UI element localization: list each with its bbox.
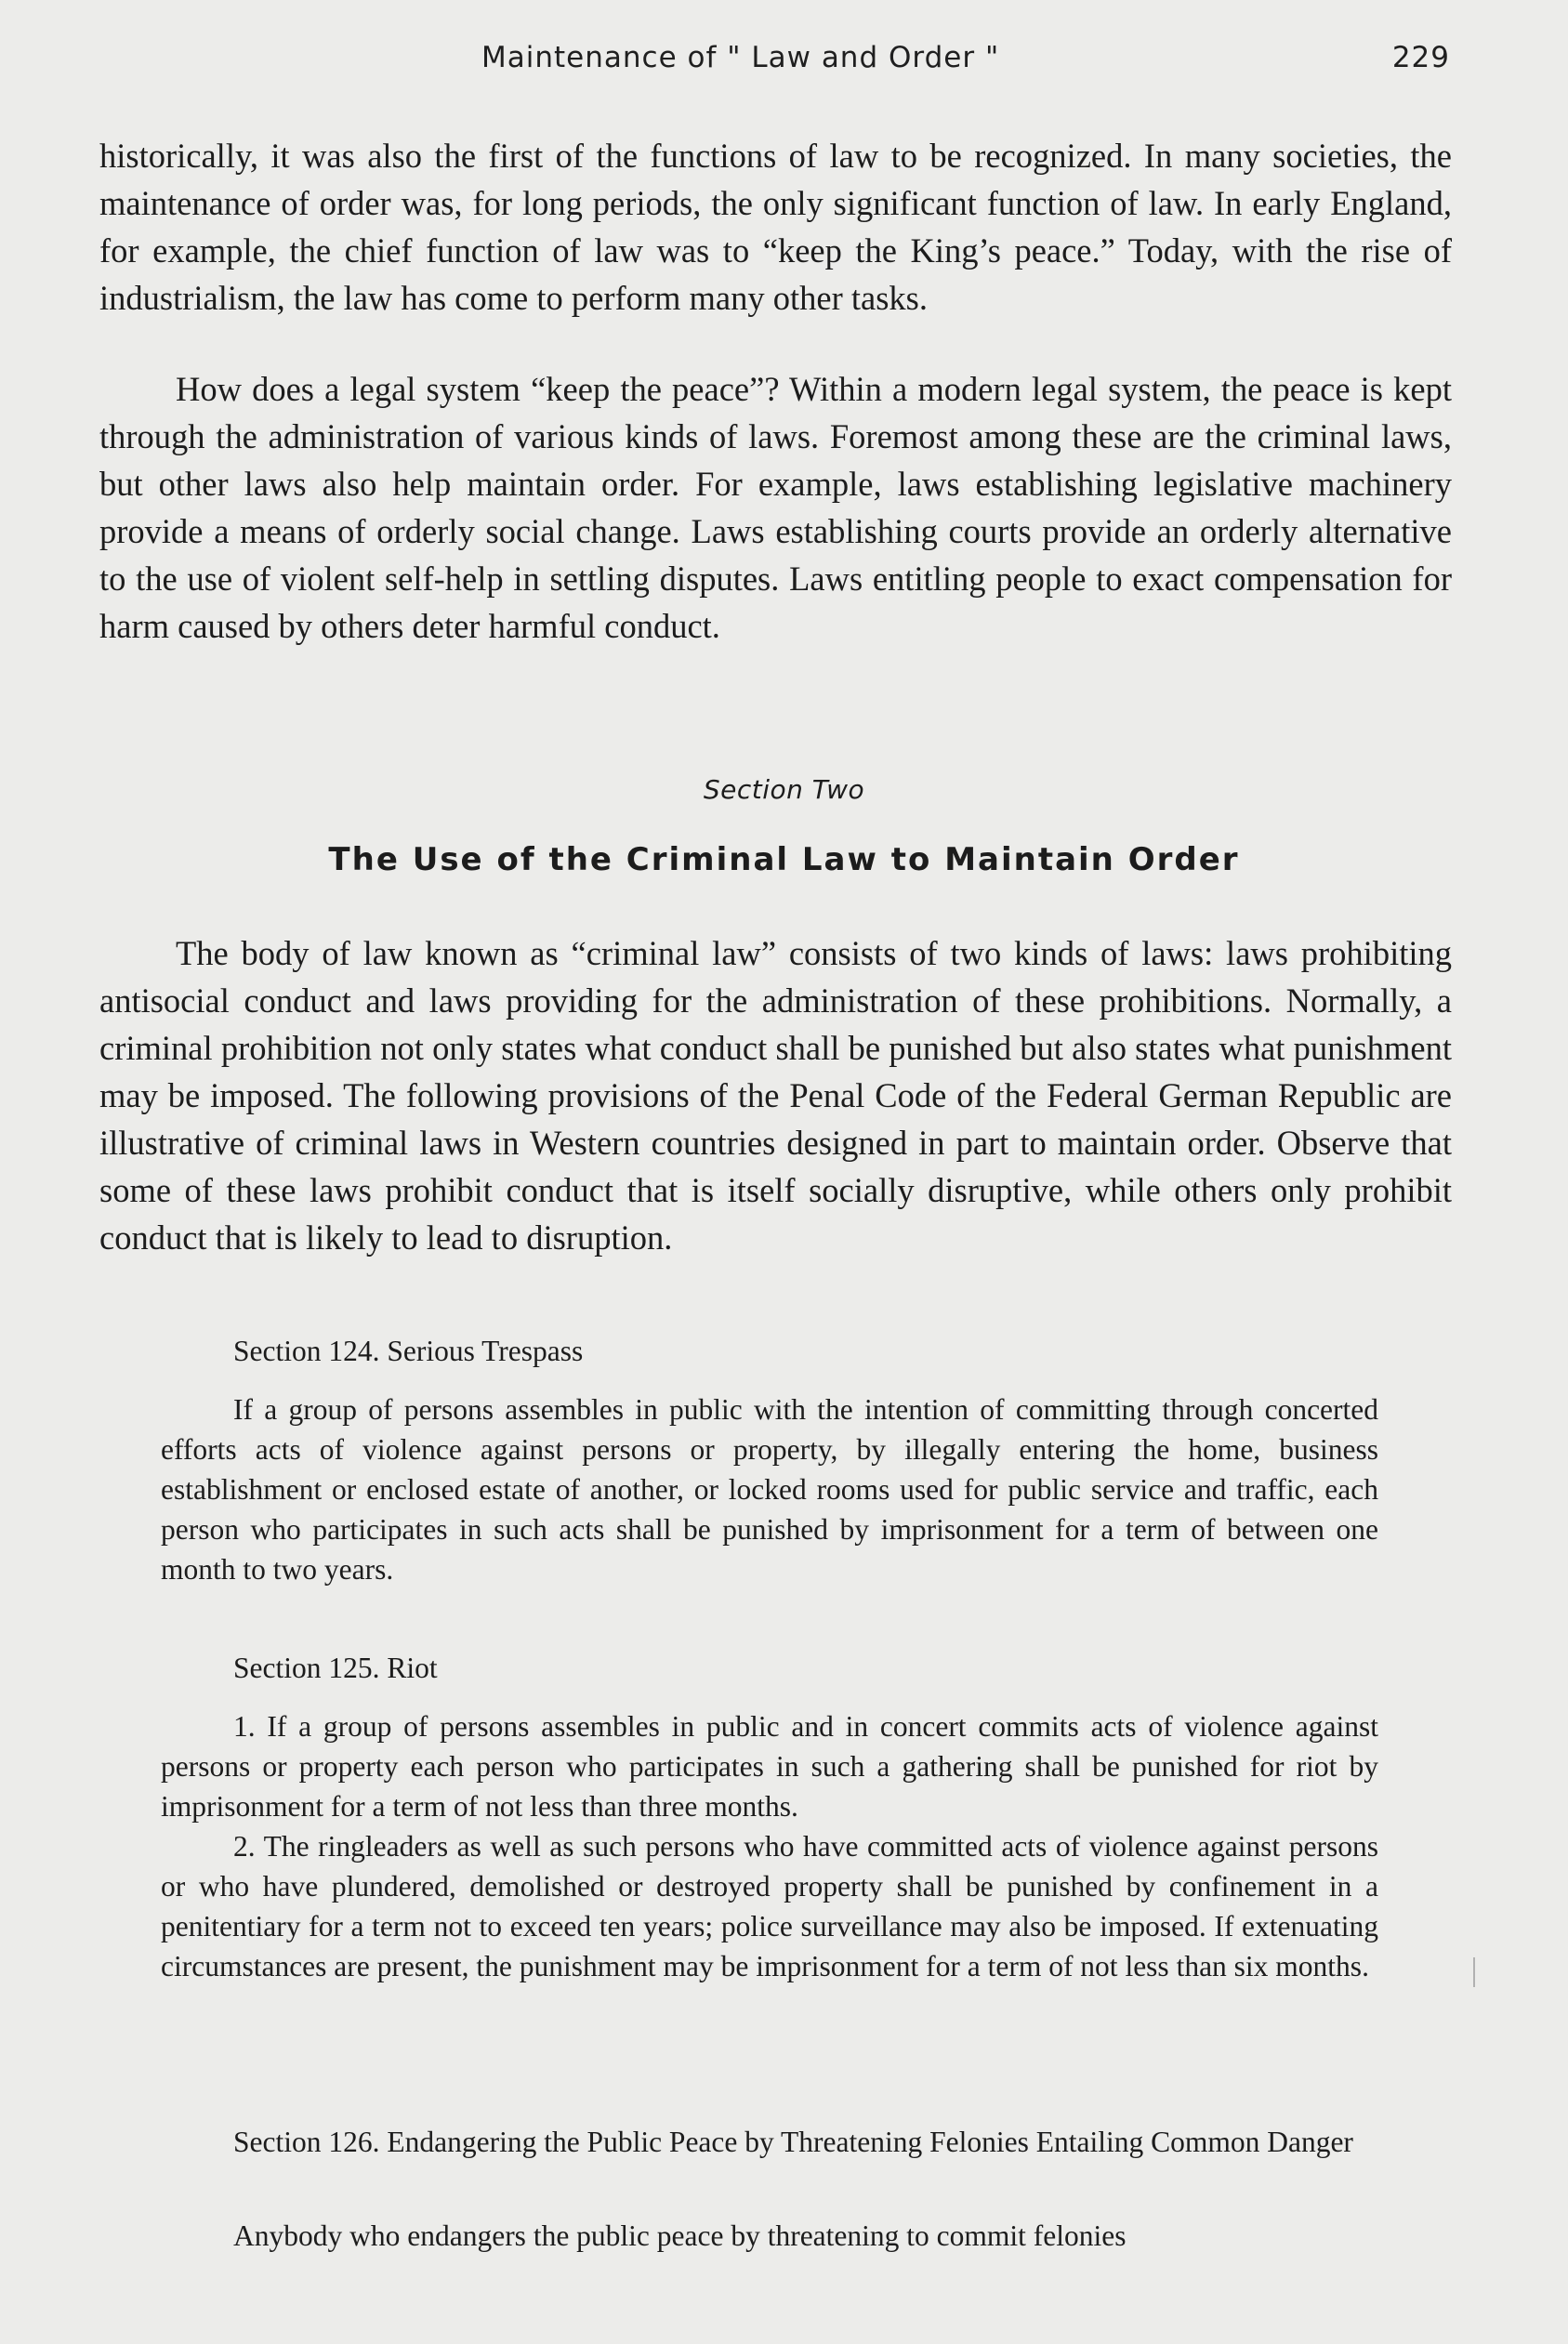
statute-heading: Section 125. Riot <box>233 1652 438 1684</box>
body-paragraph <box>99 365 1452 650</box>
running-head <box>481 41 1450 87</box>
statute-125-heading-block <box>161 1648 1378 1688</box>
paragraph-text: historically, it was also the first of the functions of law to be recognized. In many societies, the maintenance of order was, for long periods, the only significant function of law. In early England, for example, the chief function of law was to “keep the King’s peace.” Today, with the rise of industrialism, the law has come to perform many other tasks. <box>99 137 1452 317</box>
body-paragraph-continued <box>99 132 1452 322</box>
scan-artifact-mark <box>1473 1957 1475 1987</box>
section-title: The Use of the Criminal Law to Maintain Order <box>328 841 1240 878</box>
paragraph-text: How does a legal system “keep the peace”? Within a modern legal system, the peace is kept through the administration of various kinds of laws. Foremost among these are the criminal laws, but other laws also help maintain order. For example, laws establishing legislative machinery provide a means of orderly social change. Laws establishing courts provide an orderly alternative to the use of violent self-help in settling disputes. Laws entitling people to exact compensation for harm caused by others deter harmful conduct. <box>99 370 1452 645</box>
section-intro-paragraph <box>99 929 1452 1261</box>
statute-text: If a group of persons assembles in public with the intention of committing through concerted efforts acts of violence against persons or property, by illegally entering the home, business establishment or enclosed estate of another, or locked rooms used for public service and traffic, each person who participates in such acts shall be punished by imprisonment for a term of between one month to two years. <box>161 1393 1378 1586</box>
statute-heading-number: Section 126. <box>233 2126 388 2158</box>
statute-126-heading-block <box>161 2122 1378 2162</box>
page-number: 229 <box>1391 41 1450 74</box>
statute-heading-title: Endangering the Public Peace by Threatening Felonies Entailing Common Danger <box>387 2126 1353 2158</box>
statute-126-body <box>161 2216 1378 2256</box>
statute-heading: Section 124. Serious Trespass <box>233 1335 584 1367</box>
statute-124-heading-block <box>161 1331 1378 1371</box>
section-label: Section Two <box>703 774 865 805</box>
statute-clause: 2. The ringleaders as well as such persons who have committed acts of violence against persons or who have plundered, demolished or destroyed property shall be punished by confinement in a penitentiary for a term not to exceed ten years; police surveillance may also be imposed. If extenuating circumstances are present, the punishment may be imprisonment for a term of not less than six months. <box>161 1830 1378 1982</box>
running-head-title: Maintenance of " Law and Order " <box>481 41 1000 74</box>
statute-text: Anybody who endangers the public peace by threatening to commit felonies <box>233 2219 1127 2252</box>
paragraph-text: The body of law known as “criminal law” consists of two kinds of laws: laws prohibiting antisocial conduct and laws providing for the administration of these prohibitions. Normally, a criminal prohibition not only states what conduct shall be punished but also states what punishment may be imposed. The following provisions of the Penal Code of the Federal German Republic are illustrative of criminal laws in Western countries designed in part to maintain order. Observe that some of these laws prohibit conduct that is itself socially disruptive, while others only prohibit conduct that is likely to lead to disruption. <box>99 934 1452 1257</box>
statute-clause: 1. If a group of persons assembles in public and in concert commits acts of violence against persons or property each person who participates in such a gathering shall be punished for riot by imprisonment for a term of not less than three months. <box>161 1710 1378 1823</box>
statute-124-body <box>161 1389 1378 1589</box>
statute-heading <box>233 2122 1378 2162</box>
statute-125-body <box>161 1706 1378 1986</box>
